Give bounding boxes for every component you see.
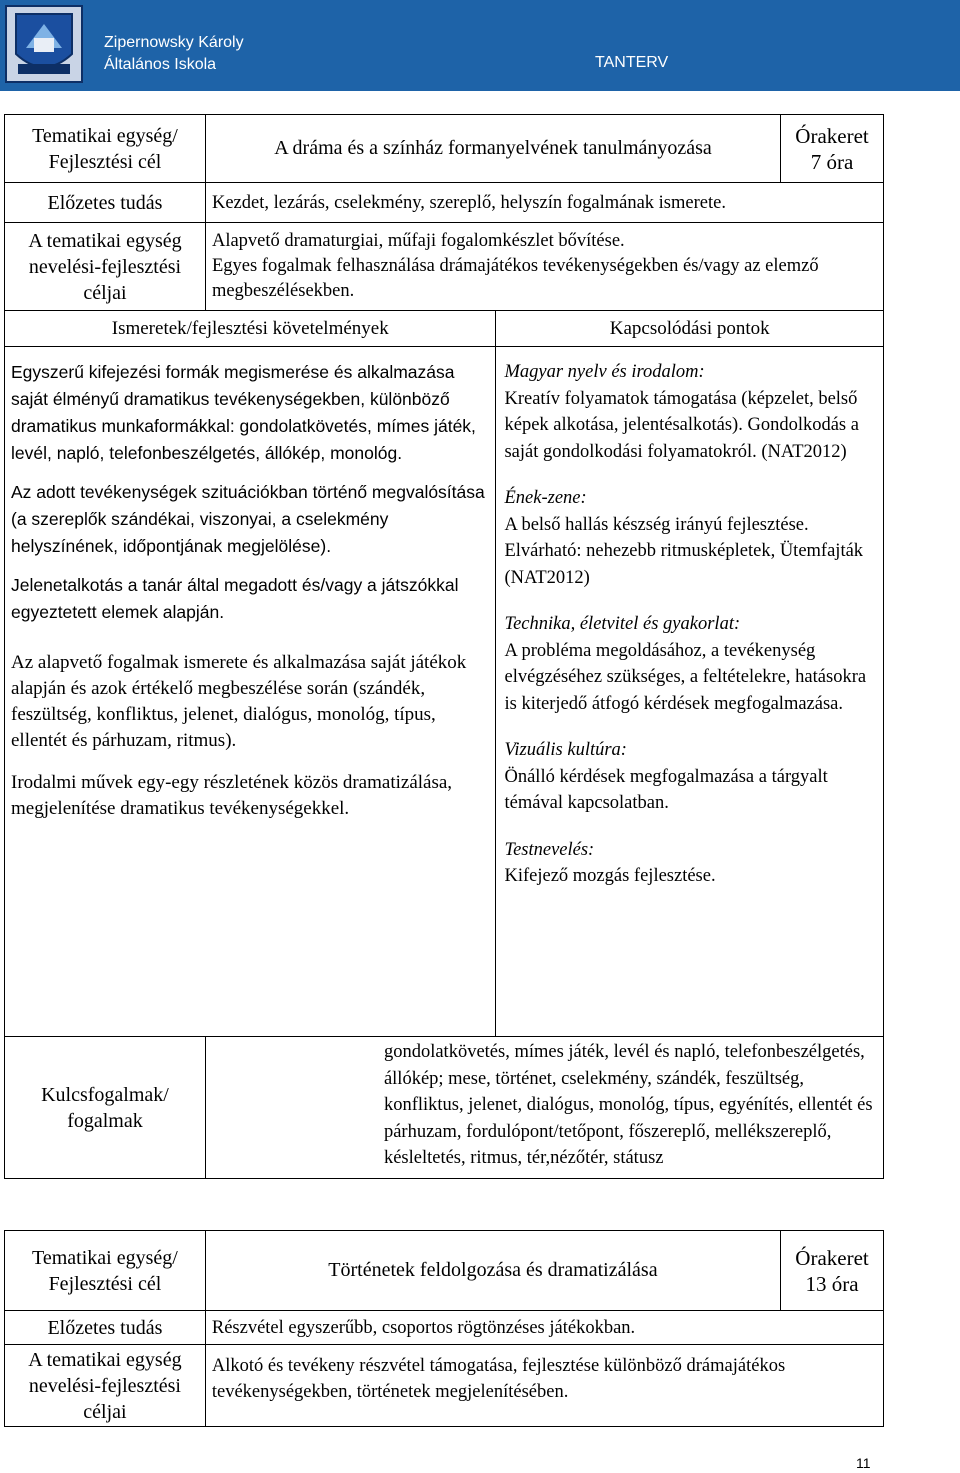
celjai-line1: Alapvető dramaturgiai, műfaji fogalomkészlet bővítése. bbox=[211, 231, 625, 251]
doc-type: TANTERV bbox=[595, 54, 669, 71]
subject-name: Testnevelés: bbox=[504, 839, 595, 860]
label-celjai: A tematikai egység nevelési-fejlesztési céljai bbox=[5, 223, 206, 311]
orakeret-value: 7 óra bbox=[810, 149, 854, 174]
celjai-content: Alkotó és tevékeny részvétel támogatása, fejlesztése különböző drámajátékos tevékenységekben, történetek megjelenítésében. bbox=[205, 1345, 883, 1427]
header-bar bbox=[0, 0, 960, 91]
ismeretek-cell bbox=[5, 347, 496, 1037]
elozetes-tudas: Részvétel egyszerűbb, csoportos rögtönzéses játékokban. bbox=[205, 1311, 883, 1345]
ismeretek-paragraph: Az adott tevékenységek szituációkban történő megvalósítása (a szereplők szándékai, viszonyai, a cselekmény helyszínének, időpontjának megjelölése). bbox=[11, 482, 485, 556]
header-divider bbox=[0, 91, 960, 95]
subject-text: A probléma megoldásához, a tevékenység elvégzéséhez szükséges, a feltételekre, hatásokra is kiterjedő átfogó kérdések megfogalmazása. bbox=[504, 640, 867, 714]
ismeretek-paragraph: Jelenetalkotás a tanár által megadott és/vagy a játszókkal egyeztetett elemek alapján. bbox=[11, 575, 459, 622]
kulcsfogalmak-content: gondolatkövetés, mímes játék, levél és napló, telefonbeszélgetés, állókép; mese, történet, cselekmény, szándék, feszültség, konfliktus, jelenet, dialógus, monológ, típus, egyénítés, ellentét és párhuzam, fordulópont/tetőpont, főszereplő, mellékszereplő, késleltetés, ritmus, tér,nézőtér, státusz bbox=[205, 1037, 883, 1179]
subject-name: Magyar nyelv és irodalom: bbox=[504, 362, 705, 382]
curriculum-table-1 bbox=[4, 114, 884, 1179]
subject-text: Önálló kérdések megfogalmazása a tárgyalt témával kapcsolatban. bbox=[504, 766, 828, 813]
unit-title: A dráma és a színház formanyelvének tanulmányozása bbox=[205, 115, 780, 183]
school-name-line1: Zipernowsky Károly bbox=[104, 34, 244, 51]
orakeret-label: Órakeret bbox=[795, 123, 869, 148]
ismeretek-paragraph: Irodalmi művek egy-egy részletének közös dramatizálása, megjelenítése dramatikus tevékenységekkel. bbox=[11, 772, 453, 819]
curriculum-table-2 bbox=[4, 1230, 884, 1427]
unit-title: Történetek feldolgozása és dramatizálása bbox=[205, 1231, 780, 1311]
subject-text: A belső hallás készség irányú fejlesztése. Elvárható: nehezebb ritmusképletek, Ütemfajták (NAT2012) bbox=[504, 514, 864, 588]
school-name bbox=[104, 32, 244, 76]
subject-text: Kifejező mozgás fejlesztése. bbox=[504, 866, 716, 886]
page-number: 11 bbox=[856, 1455, 871, 1471]
school-logo-icon bbox=[4, 4, 84, 84]
orakeret-value: 13 óra bbox=[805, 1271, 859, 1296]
ismeretek-paragraph: Egyszerű kifejezési formák megismerése és alkalmazása saját élményű dramatikus tevékenységekben, különböző dramatikus munkaformákkal: gondolatkövetés, mímes játék, levél, napló, telefonbeszélgetés, állókép, monológ. bbox=[11, 362, 476, 463]
subject-name: Technika, életvitel és gyakorlat: bbox=[504, 614, 741, 634]
ismeretek-paragraph: Az alapvető fogalmak ismerete és alkalmazása saját játékok alapján és azok értékelő megbeszélése során (szándék, feszültség, konfliktus, jelenet, dialógus, monológ, típus, ellentét és párhuzam, ritmus). bbox=[11, 652, 467, 751]
subject-name: Ének-zene: bbox=[504, 488, 587, 508]
label-kulcsfogalmak: Kulcsfogalmak/ fogalmak bbox=[5, 1037, 206, 1179]
subject-text: Kreatív folyamatok támogatása (képzelet, belső képek alkotása, jelentésalkotás). Gondolkodás a saját gondolkodási folyamatokról. (NAT2012) bbox=[504, 388, 859, 462]
elozetes-tudas: Kezdet, lezárás, cselekmény, szereplő, helyszín fogalmának ismerete. bbox=[205, 183, 883, 223]
orakeret-label: Órakeret bbox=[795, 1245, 869, 1270]
celjai-line2: Egyes fogalmak felhasználása drámajátékos tevékenységekben és/vagy az elemző megbeszélésekben. bbox=[211, 256, 819, 301]
col-header-ismeretek: Ismeretek/fejlesztési követelmények bbox=[5, 311, 496, 347]
label-elozetes-tudas: Előzetes tudás bbox=[5, 183, 206, 223]
orakeret-cell bbox=[781, 1231, 884, 1311]
label-tematikai-egyseg: Tematikai egység/ Fejlesztési cél bbox=[5, 115, 206, 183]
celjai-content bbox=[205, 223, 883, 311]
kapcsolodasi-cell bbox=[496, 347, 884, 1037]
col-header-kapcsolodasi: Kapcsolódási pontok bbox=[496, 311, 884, 347]
label-elozetes-tudas: Előzetes tudás bbox=[5, 1311, 206, 1345]
label-tematikai-egyseg: Tematikai egység/ Fejlesztési cél bbox=[5, 1231, 206, 1311]
school-name-line2: Általános Iskola bbox=[104, 56, 217, 73]
label-celjai: A tematikai egység nevelési-fejlesztési céljai bbox=[5, 1345, 206, 1427]
orakeret-cell bbox=[781, 115, 884, 183]
subject-name: Vizuális kultúra: bbox=[504, 740, 627, 760]
